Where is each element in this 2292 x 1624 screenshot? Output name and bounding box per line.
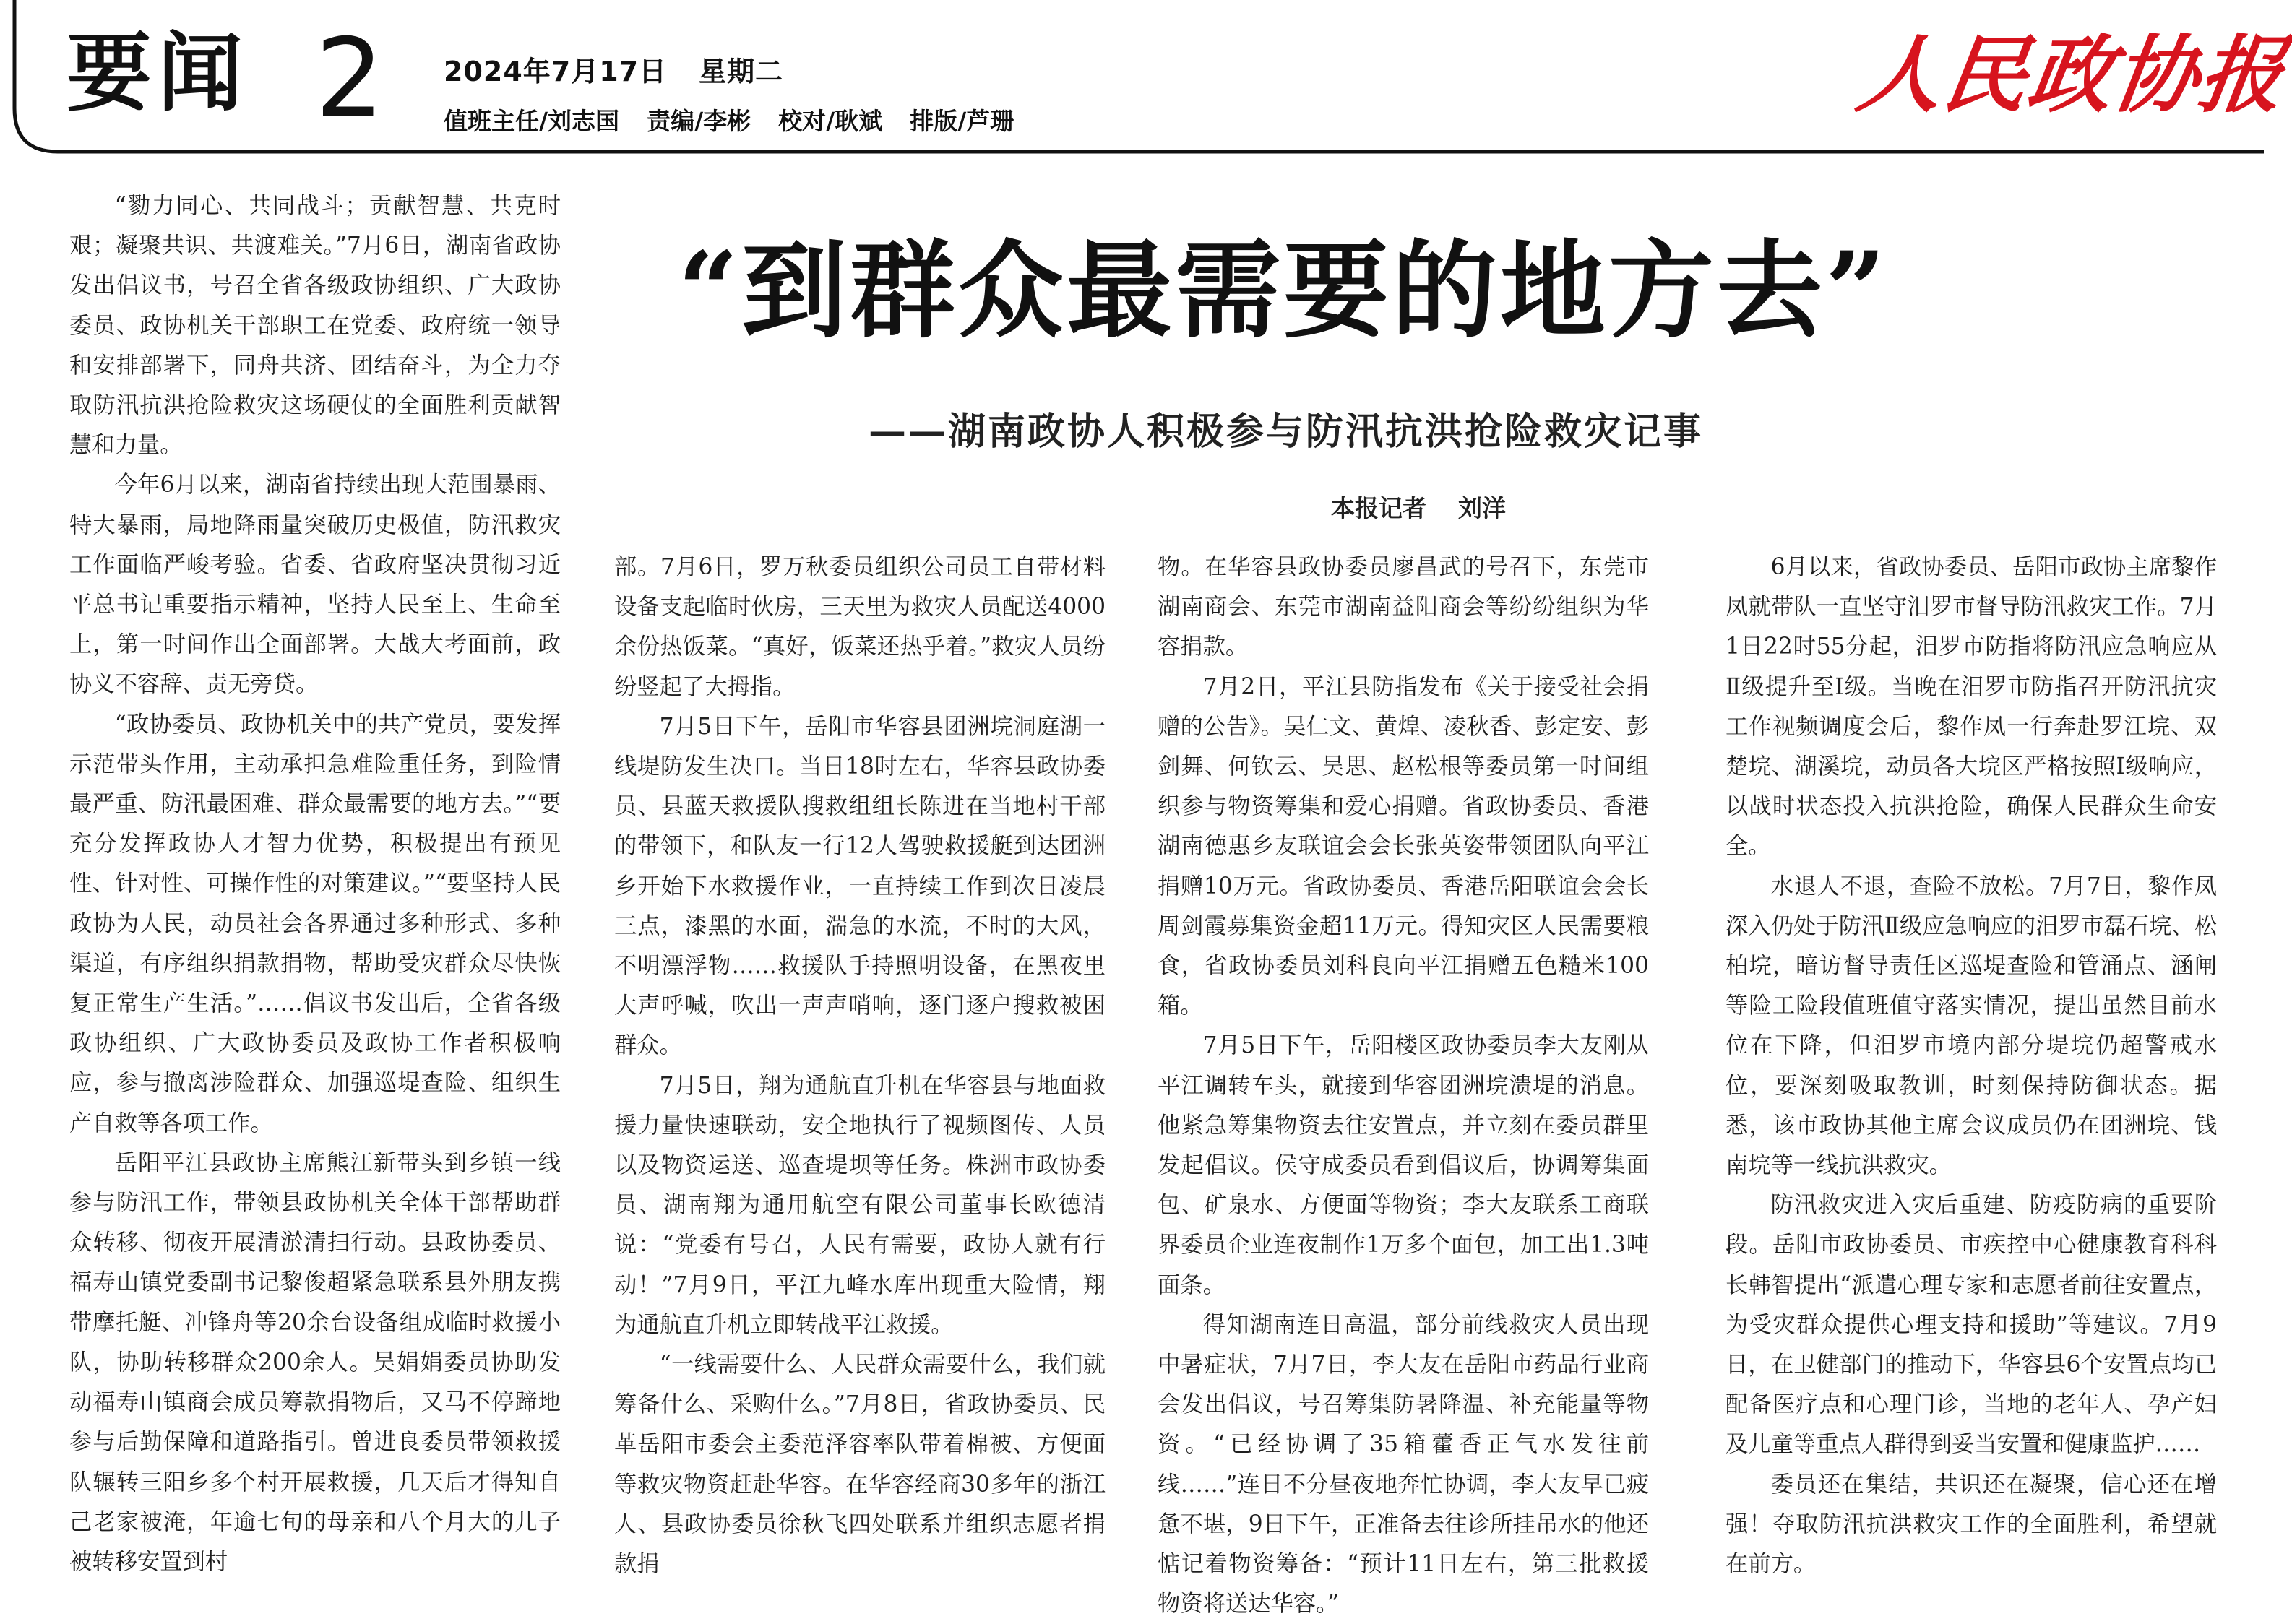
paragraph: 岳阳平江县政协主席熊江新带头到乡镇一线参与防汛工作，带领县政协机关全体干部帮助群众转移、彻夜开展清淤清扫行动。县政协委员、福寿山镇党委副书记黎俊超紧急联系县外朋友携带摩托艇、冲锋舟等20余台设备组成临时救援小队，协助转移群众200余人。吴娟娟委员协助发动福寿山镇商会成员筹款捐物后，又马不停蹄地参与后勤保障和道路指引。曾进良委员带领救援队辗转三阳乡多个村开展救援，几天后才得知自己老家被淹，年逾七旬的母亲和八个月大的儿子被转移安置到村 — [69, 1149, 561, 1575]
paragraph-continued: 部。7月6日，罗万秋委员组织公司员工自带材料设备支起临时伙房，三天里为救灾人员配送4000余份热饭菜。“真好，饭菜还热乎着。”救灾人员纷纷竖起了大拇指。 — [614, 554, 1106, 700]
body-column-3 — [1158, 548, 1649, 1617]
paragraph: “勠力同心、共同战斗；贡献智慧、共克时艰；凝聚共识、共渡难关。”7月6日，湖南省政协发出倡议书，号召全省各级政协组织、广大政协委员、政协机关干部职工在党委、政府统一领导和安排部署下，同舟共济、团结奋斗，为全力夺取防汛抗洪抢险救灾这场硬仗的全面胜利贡献智慧和力量。 — [69, 193, 561, 459]
byline-role: 本报记者 — [1331, 494, 1426, 522]
body-column-4 — [1726, 548, 2217, 1578]
paragraph: 水退人不退，查险不放松。7月7日，黎作凤深入仍处于防汛Ⅱ级应急响应的汨罗市磊石垸、松柏垸，暗访督导责任区巡堤查险和管涌点、涵闸等险工险段值班值守落实情况，提出虽然目前水位在下降，但汨罗市境内部分堤垸仍超警戒水位，要深刻吸取教训，时刻保持防御状态。据悉，该市政协其他主席会议成员仍在团洲垸、钱南垸等一线抗洪救灾。 — [1726, 873, 2217, 1179]
weekday-text: 星期二 — [699, 56, 784, 87]
masthead — [0, 0, 2292, 166]
paragraph: 7月5日，翔为通航直升机在华容县与地面救援力量快速联动，安全地执行了视频图传、人员以及物资运送、巡查堤坝等任务。株洲市政协委员、湖南翔为通用航空有限公司董事长欧德清说：“党委有号召，人民有需要，政协人就有行动！”7月9日，平江九峰水库出现重大险情，翔为通航直升机立即转战平江救援。 — [614, 1072, 1106, 1338]
paragraph: 今年6月以来，湖南省持续出现大范围暴雨、特大暴雨，局地降雨量突破历史极值，防汛救灾工作面临严峻考验。省委、省政府坚决贯彻习近平总书记重要指示精神，坚持人民至上、生命至上，第一时间作出全面部署。大战大考面前，政协义不容辞、责无旁贷。 — [69, 472, 561, 698]
paragraph: 6月以来，省政协委员、岳阳市政协主席黎作凤就带队一直坚守汨罗市督导防汛救灾工作。7月1日22时55分起，汨罗市防指将防汛应急响应从Ⅱ级提升至Ⅰ级。当晚在汨罗市防指召开防汛抗灾工作视频调度会后，黎作凤一行奔赴罗江垸、双楚垸、湖溪垸，动员各大垸区严格按照Ⅰ级响应，以战时状态投入抗洪抢险，确保人民群众生命安全。 — [1726, 554, 2217, 860]
paragraph: 7月5日下午，岳阳楼区政协委员李大友刚从平江调转车头，就接到华容团洲垸溃堤的消息。他紧急筹集物资去往安置点，并立刻在委员群里发起倡议。侯守成委员看到倡议后，协调筹集面包、矿泉水、方便面等物资；李大友联系工商联界委员企业连夜制作1万多个面包，加工出1.3吨面条。 — [1158, 1032, 1649, 1298]
paragraph-continued: 物。在华容县政协委员廖昌武的号召下，东莞市湖南商会、东莞市湖南益阳商会等纷纷组织为华容捐款。 — [1158, 554, 1649, 660]
section-name: 要闻 — [66, 23, 249, 123]
paragraph: “政协委员、政协机关中的共产党员，要发挥示范带头作用，主动承担急难险重任务，到险情最严重、防汛最困难、群众最需要的地方去。”“要充分发挥政协人才智力优势，积极提出有预见性、针对性、可操作性的对策建议。”“要坚持人民政协为人民，动员社会各界通过多种形式、多种渠道，有序组织捐款捐物，帮助受灾群众尽快恢复正常生产生活。”……倡议书发出后，全省各级政协组织、广大政协委员及政协工作者积极响应，参与撤离涉险群众、加强巡堤查险、组织生产自救等各项工作。 — [69, 711, 561, 1136]
paragraph: 委员还在集结，共识还在凝聚，信心还在增强！夺取防汛抗洪救灾工作的全面胜利，希望就在前方。 — [1726, 1471, 2217, 1578]
staff-proofreader: 校对/耿斌 — [778, 107, 883, 135]
paragraph: 7月2日，平江县防指发布《关于接受社会捐赠的公告》。吴仁文、黄煌、凌秋香、彭定安、彭剑舞、何钦云、吴思、赵松根等委员第一时间组织参与物资筹集和爱心捐赠。省政协委员、香港湖南德惠乡友联谊会会长张英姿带领团队向平江捐赠10万元。省政协委员、香港岳阳联谊会会长周剑霞募集资金超11万元。得知灾区人民需要粮食，省政协委员刘科良向平江捐赠五色糙米100箱。 — [1158, 673, 1649, 1019]
paper-logo: 人民政协报 — [1851, 26, 2292, 124]
paragraph: “一线需要什么、人民群众需要什么，我们就筹备什么、采购什么。”7月8日，省政协委员、民革岳阳市委会主委范泽容率队带着棉被、方便面等救灾物资赶赴华容。在华容经商30多年的浙江人、县政协委员徐秋飞四处联系并组织志愿者捐款捐 — [614, 1352, 1106, 1578]
body-column-1 — [69, 186, 561, 1575]
paragraph: 7月5日下午，岳阳市华容县团洲垸洞庭湖一线堤防发生决口。当日18时左右，华容县政协委员、县蓝天救援队搜救组组长陈进在当地村干部的带领下，和队友一行12人驾驶救援艇到达团洲乡开始下水救援作业，一直持续工作到次日凌晨三点，漆黑的水面，湍急的水流，不时的大风，不明漂浮物……救援队手持照明设备，在黑夜里大声呼喊，吹出一声声哨响，逐门逐户搜救被困群众。 — [614, 713, 1106, 1059]
subheadline: ——湖南政协人积极参与防汛抗洪抢险救灾记事 — [869, 410, 1704, 454]
paragraph: 防汛救灾进入灾后重建、防疫防病的重要阶段。岳阳市政协委员、市疾控中心健康教育科科长韩智提出“派遣心理专家和志愿者前往安置点，为受灾群众提供心理支持和援助”等建议。7月9日，在卫健部门的推动下，华容县6个安置点均已配备医疗点和心理门诊，当地的老年人、孕产妇及儿童等重点人群得到妥当安置和健康监护…… — [1726, 1192, 2217, 1458]
issue-date — [444, 49, 783, 89]
staff-duty-editor: 值班主任/刘志国 — [444, 107, 620, 135]
paragraph: 得知湖南连日高温，部分前线救灾人员出现中暑症状，7月7日，李大友在岳阳市药品行业商会发出倡议，号召筹集防暑降温、补充能量等物资。“已经协调了35箱藿香正气水发往前线……”连日不分昼夜地奔忙协调，李大友早已疲惫不堪，9日下午，正准备去往诊所挂吊水的他还惦记着物资筹备：“预计11日左右，第三批救援物资将送达华容。” — [1158, 1311, 1649, 1617]
byline — [1331, 490, 1506, 524]
body-column-2 — [614, 548, 1106, 1578]
page-number: 2 — [315, 16, 384, 142]
headline: “到群众最需要的地方去” — [678, 229, 1889, 353]
date-text: 2024年7月17日 — [444, 56, 668, 87]
staff-editor: 责编/李彬 — [647, 107, 751, 135]
byline-name: 刘洋 — [1458, 494, 1506, 522]
staff-line — [444, 103, 1041, 137]
staff-layout: 排版/芦珊 — [910, 107, 1014, 135]
